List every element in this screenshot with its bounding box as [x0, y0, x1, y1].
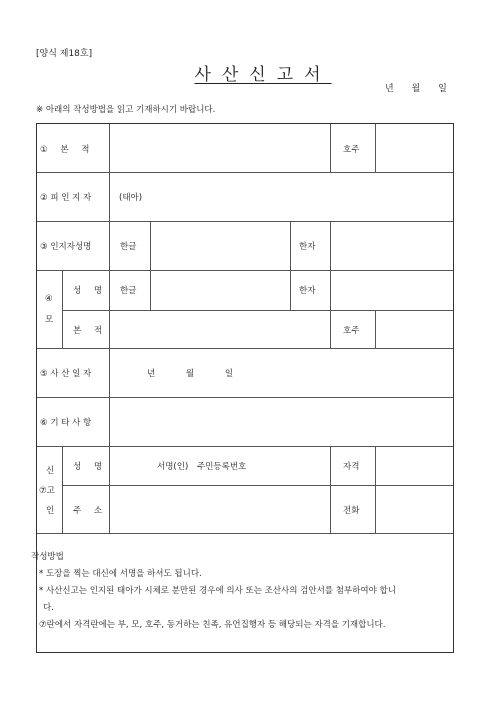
method-title: 작성방법	[31, 552, 64, 562]
column-divider	[330, 446, 331, 533]
page-title: 사산신고서	[194, 65, 332, 85]
acknowledger-label: ③ 인지자성명	[40, 242, 92, 252]
report-form-table	[31, 123, 454, 653]
hangul-label: 한글	[120, 286, 137, 296]
row-divider	[62, 310, 453, 311]
column-divider	[109, 446, 110, 533]
hanja-label: 한자	[299, 286, 316, 296]
other-matters-label: ⑥ 기 타 사 항	[40, 418, 92, 428]
household-head-label: 호주	[343, 326, 360, 336]
row-divider	[37, 446, 453, 447]
column-divider	[375, 124, 376, 172]
qualification-label: 자격	[343, 462, 360, 472]
domicile-label: ① 본 적	[40, 145, 95, 155]
method-item: * 사산신고는 인지된 태아가 시체로 분만된 경우에 의사 또는 조산사의 검안서를 첨부하여야 합니	[39, 586, 396, 596]
column-divider	[62, 270, 63, 348]
reporter-label-top: 신	[46, 466, 55, 476]
row-divider	[62, 485, 453, 486]
hangul-label: 한글	[120, 242, 137, 252]
column-divider	[62, 446, 63, 533]
reporter-name-label: 성 명	[73, 462, 108, 472]
row-divider	[37, 221, 453, 222]
row-divider	[37, 533, 453, 534]
method-item: * 도장을 찍는 대신에 서명을 하셔도 됩니다.	[39, 569, 202, 579]
mother-name-label: 성 명	[73, 286, 108, 296]
stillbirth-date-parts: 년 월 일	[147, 369, 234, 379]
column-divider	[109, 124, 110, 446]
resident-number-label: 주민등록번호	[197, 462, 247, 472]
column-divider	[375, 310, 376, 348]
reporter-label-bottom: 인	[46, 506, 55, 516]
method-item: 다.	[43, 603, 54, 613]
row-divider	[37, 172, 453, 173]
fetus-value: (태아)	[119, 193, 143, 203]
instruction-note: ※ 아래의 작성방법을 읽고 기재하시기 바랍니다.	[36, 105, 216, 115]
mother-label: 모	[45, 315, 54, 325]
column-divider	[330, 124, 331, 172]
row-divider	[37, 348, 453, 349]
stillbirth-date-label: ⑤ 사 산 일 자	[40, 369, 92, 379]
report-date: 년 월 일	[385, 84, 447, 94]
hanja-label: 한자	[299, 242, 316, 252]
column-divider	[330, 310, 331, 348]
reporter-label-mid: ⑦고	[39, 486, 55, 496]
household-head-label: 호주	[343, 145, 360, 155]
column-divider	[290, 221, 291, 310]
address-label: 주 소	[73, 506, 108, 516]
phone-label: 전화	[343, 506, 360, 516]
column-divider	[150, 221, 151, 310]
row-divider	[37, 397, 453, 398]
deceased-label: ② 피 인 지 자	[40, 193, 92, 203]
signature-label: 서명(인)	[157, 462, 189, 472]
form-number: [양식 제18호]	[36, 49, 93, 59]
mother-number: ④	[45, 294, 53, 304]
method-item: ⑦란에서 자격란에는 부, 모, 호주, 동거하는 친족, 유언집행자 등 해당되는 자격을 기재합니다.	[39, 620, 386, 630]
column-divider	[330, 221, 331, 310]
row-divider	[37, 270, 453, 271]
mother-domicile-label: 본 적	[73, 326, 108, 336]
column-divider	[375, 446, 376, 533]
